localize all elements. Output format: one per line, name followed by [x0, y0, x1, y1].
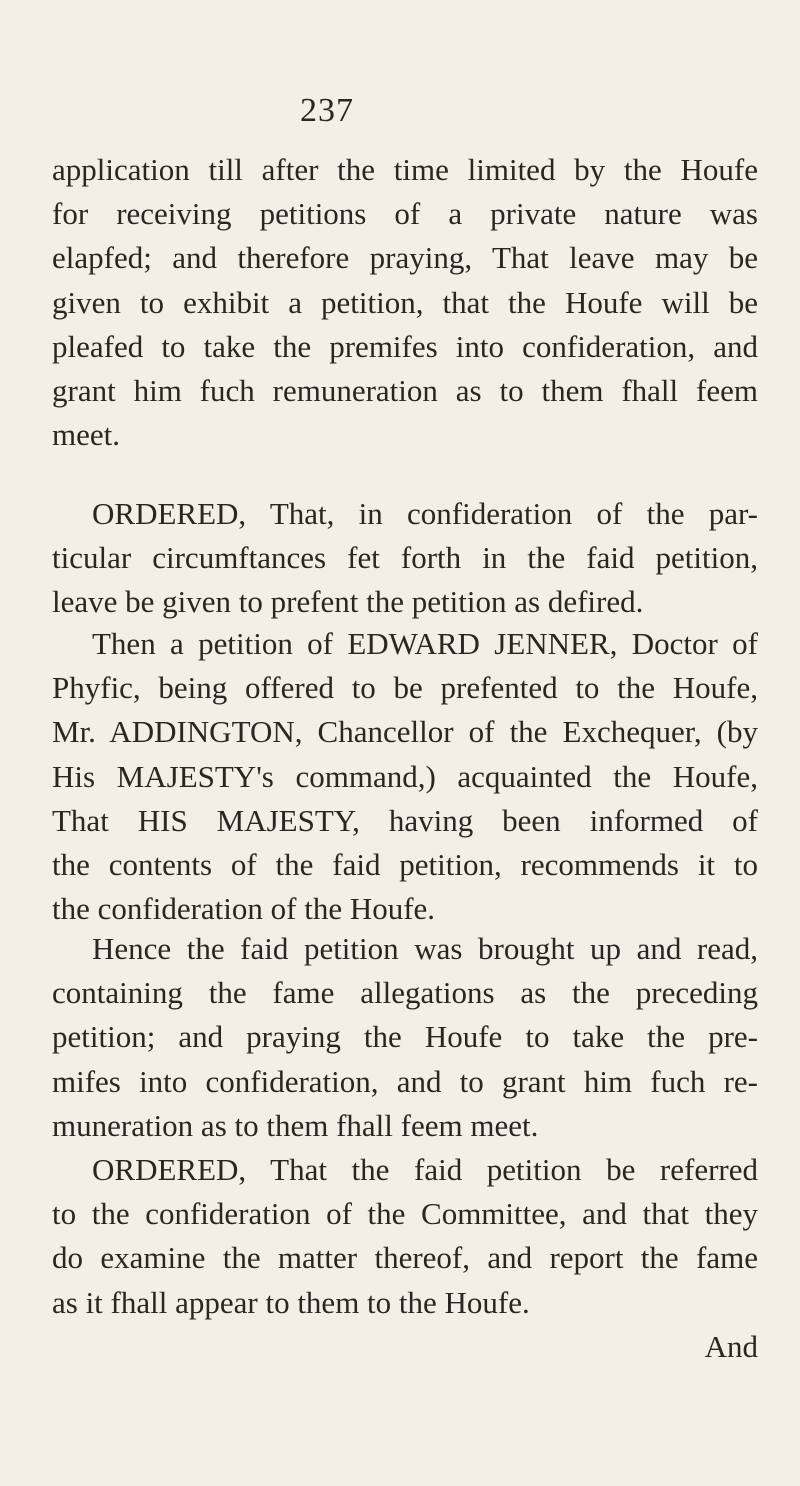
- text-line: ORDERED, That, in confideration of the par-: [92, 496, 758, 531]
- text-line: Phyfic, being offered to be prefented to the Houfe,: [52, 670, 758, 706]
- text-line: leave be given to prefent the petition as defired.: [52, 584, 644, 620]
- text-line: containing the fame allegations as the preceding: [52, 975, 758, 1011]
- text-line: That HIS MAJESTY, having been informed of: [52, 802, 758, 838]
- page-number: 237: [300, 92, 354, 129]
- text-line: for receiving petitions of a private nature was: [52, 196, 758, 232]
- paragraph-petition-read: [52, 927, 758, 1148]
- text-line: ticular circumftances fet forth in the faid petition,: [52, 540, 758, 576]
- paragraph-ordered-leave: [52, 492, 758, 625]
- text-line: to the confideration of the Committee, and that they: [52, 1196, 758, 1232]
- text-line: His MAJESTY's command,) acquainted the Houfe,: [52, 758, 758, 794]
- text-line: mifes into confideration, and to grant him fuch re-: [52, 1063, 758, 1099]
- catchword: And: [704, 1328, 758, 1364]
- paragraph-jenner-petition: [52, 622, 758, 931]
- text-line: meet.: [52, 417, 120, 453]
- text-line: application till after the time limited by the Houfe: [52, 152, 758, 187]
- paragraph-ordered-referred: [52, 1148, 758, 1369]
- text-line: Mr. ADDINGTON, Chancellor of the Exchequer, (by: [52, 714, 758, 750]
- paragraph-continuation: [52, 148, 758, 457]
- text-line: Then a petition of EDWARD JENNER, Doctor of: [92, 626, 758, 661]
- text-line: Hence the faid petition was brought up and read,: [92, 931, 758, 966]
- text-line: pleafed to take the premifes into confideration, and: [52, 328, 758, 364]
- text-line: do examine the matter thereof, and report the fame: [52, 1240, 758, 1276]
- text-line: grant him fuch remuneration as to them fhall feem: [52, 373, 758, 409]
- text-line: the contents of the faid petition, recommends it to: [52, 847, 758, 883]
- text-line: elapfed; and therefore praying, That leave may be: [52, 240, 758, 276]
- text-line: as it fhall appear to them to the Houfe.: [52, 1284, 530, 1320]
- text-line: muneration as to them fhall feem meet.: [52, 1107, 539, 1143]
- text-line: given to exhibit a petition, that the Houfe will be: [52, 284, 758, 320]
- text-line: ORDERED, That the faid petition be referred: [92, 1152, 758, 1187]
- text-line: petition; and praying the Houfe to take the pre-: [52, 1019, 758, 1055]
- text-line: the confideration of the Houfe.: [52, 891, 436, 927]
